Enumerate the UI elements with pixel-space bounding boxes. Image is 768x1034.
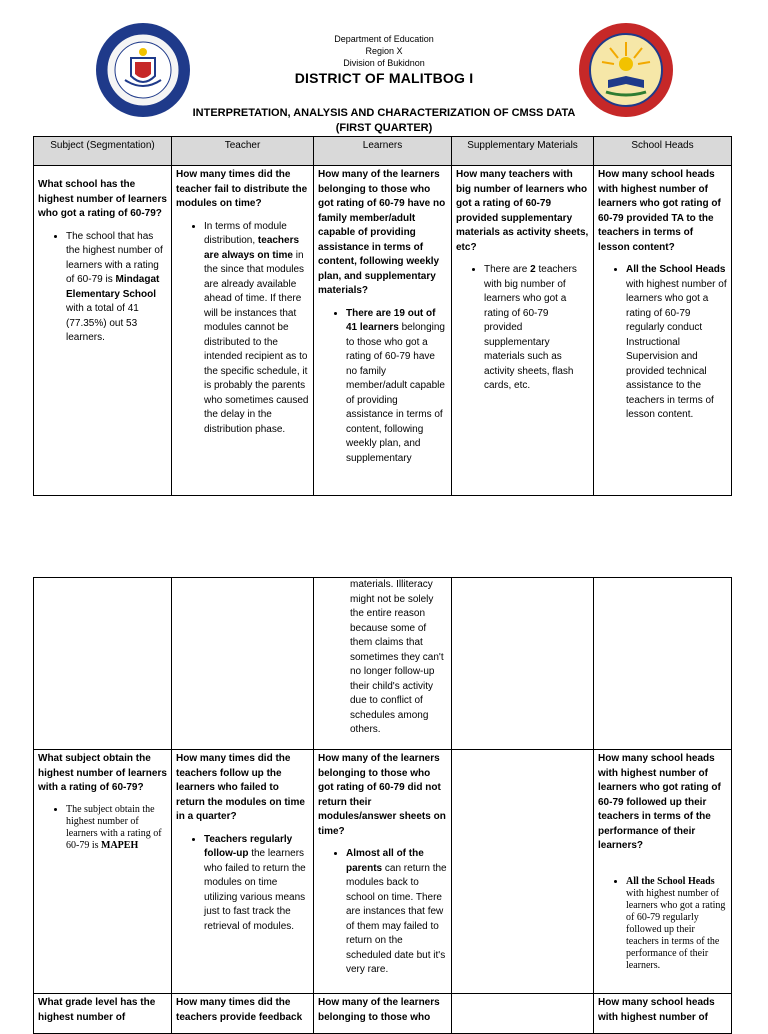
teacher-answer: • Teachers regularly follow-up the learners who failed to return the modules on time utilizing various means just to fast track the retrieval of modules. <box>204 833 309 935</box>
table-header-row <box>34 137 732 166</box>
region-label: Region X <box>365 46 403 56</box>
heads-question: How many school heads with highest number of learners who got rating of 60-79 followed up their teachers in terms of the performance of their learners? <box>598 753 721 851</box>
cell-learners <box>314 166 452 496</box>
subject-question: What subject obtain the highest number of learners with a rating of 60-79? <box>38 753 167 793</box>
heads-answer: • All the School Heads with highest number of learners who got a rating of 60-79 regularly conduct Instructional Supervision and provided technical assistance to the teachers in terms of lesson content. <box>626 263 727 423</box>
cell-heads <box>594 750 732 994</box>
cell-heads <box>594 166 732 496</box>
department-label: Department of Education <box>334 34 434 44</box>
teacher-answer: • In terms of module distribution, teachers are always on time in the since that modules are already available ahead of time. If there will be instances that modules cannot be distributed to the intended recipient as to the specific schedule, it is probably the parents who sometimes caused the delay in the distribution phase. <box>204 220 309 438</box>
cell-subject <box>34 750 172 994</box>
learners-question: How many of the learners belonging to those who got rating of 60-79 did not return their modules/answer sheets on time? <box>318 753 446 837</box>
table-row <box>34 578 732 750</box>
cell-heads <box>594 994 732 1034</box>
cell-subject <box>34 166 172 496</box>
subject-answer: • The school that has the highest number of learners with a rating of 60-79 is Mindagat Elementary School with a total of 41 (77.35%) out 53 learners. <box>66 230 167 346</box>
quarter-label: (FIRST QUARTER) <box>335 122 433 134</box>
table-row <box>34 750 732 994</box>
cell-learners <box>314 994 452 1034</box>
cell-teacher <box>172 166 314 496</box>
learners-answer: • There are 19 out of 41 learners belonging to those who got a rating of 60-79 have no family member/adult capable of providing assistance in terms of content, following weekly plan, and supplementary <box>346 307 447 467</box>
subject-question: What school has the highest number of learners who got a rating of 60-79? <box>38 179 167 219</box>
report-title: INTERPRETATION, ANALYSIS AND CHARACTERIZATION OF CMSS DATA <box>192 107 576 119</box>
subject-question: What grade level has the highest number of <box>38 997 156 1023</box>
col-subject-header: Subject (Segmentation) <box>34 137 172 166</box>
learners-answer-continued: materials. Illiteracy might not be solely the entire reason because some of them claims that sometimes they can't no longer follow-up their child's activity due to conflict of schedules among others. <box>350 579 444 735</box>
learners-question: How many of the learners belonging to those who got rating of 60-79 have no family member/adult capable of providing assistance in terms of content, following weekly plan, and supplementary materials? <box>318 169 446 296</box>
subject-answer: • The subject obtain the highest number of learners with a rating of 60-79 is MAPEH <box>66 804 167 852</box>
table-row <box>34 994 732 1034</box>
table-row <box>34 166 732 496</box>
division-label: Division of Bukidnon <box>343 58 425 68</box>
col-materials-header: Supplementary Materials <box>452 137 594 166</box>
heads-question: How many school heads with highest number of learners who got rating of 60-79 provided TA to the teachers in terms of lesson content? <box>598 169 721 253</box>
cmss-table-part2 <box>33 577 732 1034</box>
heads-question: How many school heads with highest number of <box>598 997 715 1023</box>
cell-learners-continued <box>314 578 452 750</box>
learners-answer: • Almost all of the parents can return the modules back to school on time. There are instances that few of them may failed to return on the scheduled date but it's very rare. <box>346 847 447 978</box>
district-title: DISTRICT OF MALITBOG I <box>294 70 474 86</box>
cell-teacher <box>172 994 314 1034</box>
teacher-question: How many times did the teachers provide feedback <box>176 997 303 1023</box>
col-heads-header: School Heads <box>594 137 732 166</box>
col-learners-header: Learners <box>314 137 452 166</box>
col-teacher-header: Teacher <box>172 137 314 166</box>
teacher-question: How many times did the teacher fail to distribute the modules on time? <box>176 169 308 209</box>
learners-question: How many of the learners belonging to those who <box>318 997 440 1023</box>
cmss-table-part1 <box>33 136 732 496</box>
heads-answer: • All the School Heads with highest number of learners who got a rating of 60-79 regularly followed up their teachers in terms of the performance of their learners. <box>626 876 727 972</box>
teacher-question: How many times did the teachers follow up the learners who failed to return the modules on time in a quarter? <box>176 753 305 822</box>
materials-answer: • There are 2 teachers with big number of learners who got a rating of 60-79 provided supplementary materials such as activity sheets, flash cards, etc. <box>484 263 589 394</box>
cell-subject <box>34 994 172 1034</box>
cell-learners <box>314 750 452 994</box>
materials-question: How many teachers with big number of learners who got a rating of 60-79 provided supplementary materials as activity sheets, etc? <box>456 169 589 253</box>
cell-teacher <box>172 750 314 994</box>
cell-materials <box>452 166 594 496</box>
